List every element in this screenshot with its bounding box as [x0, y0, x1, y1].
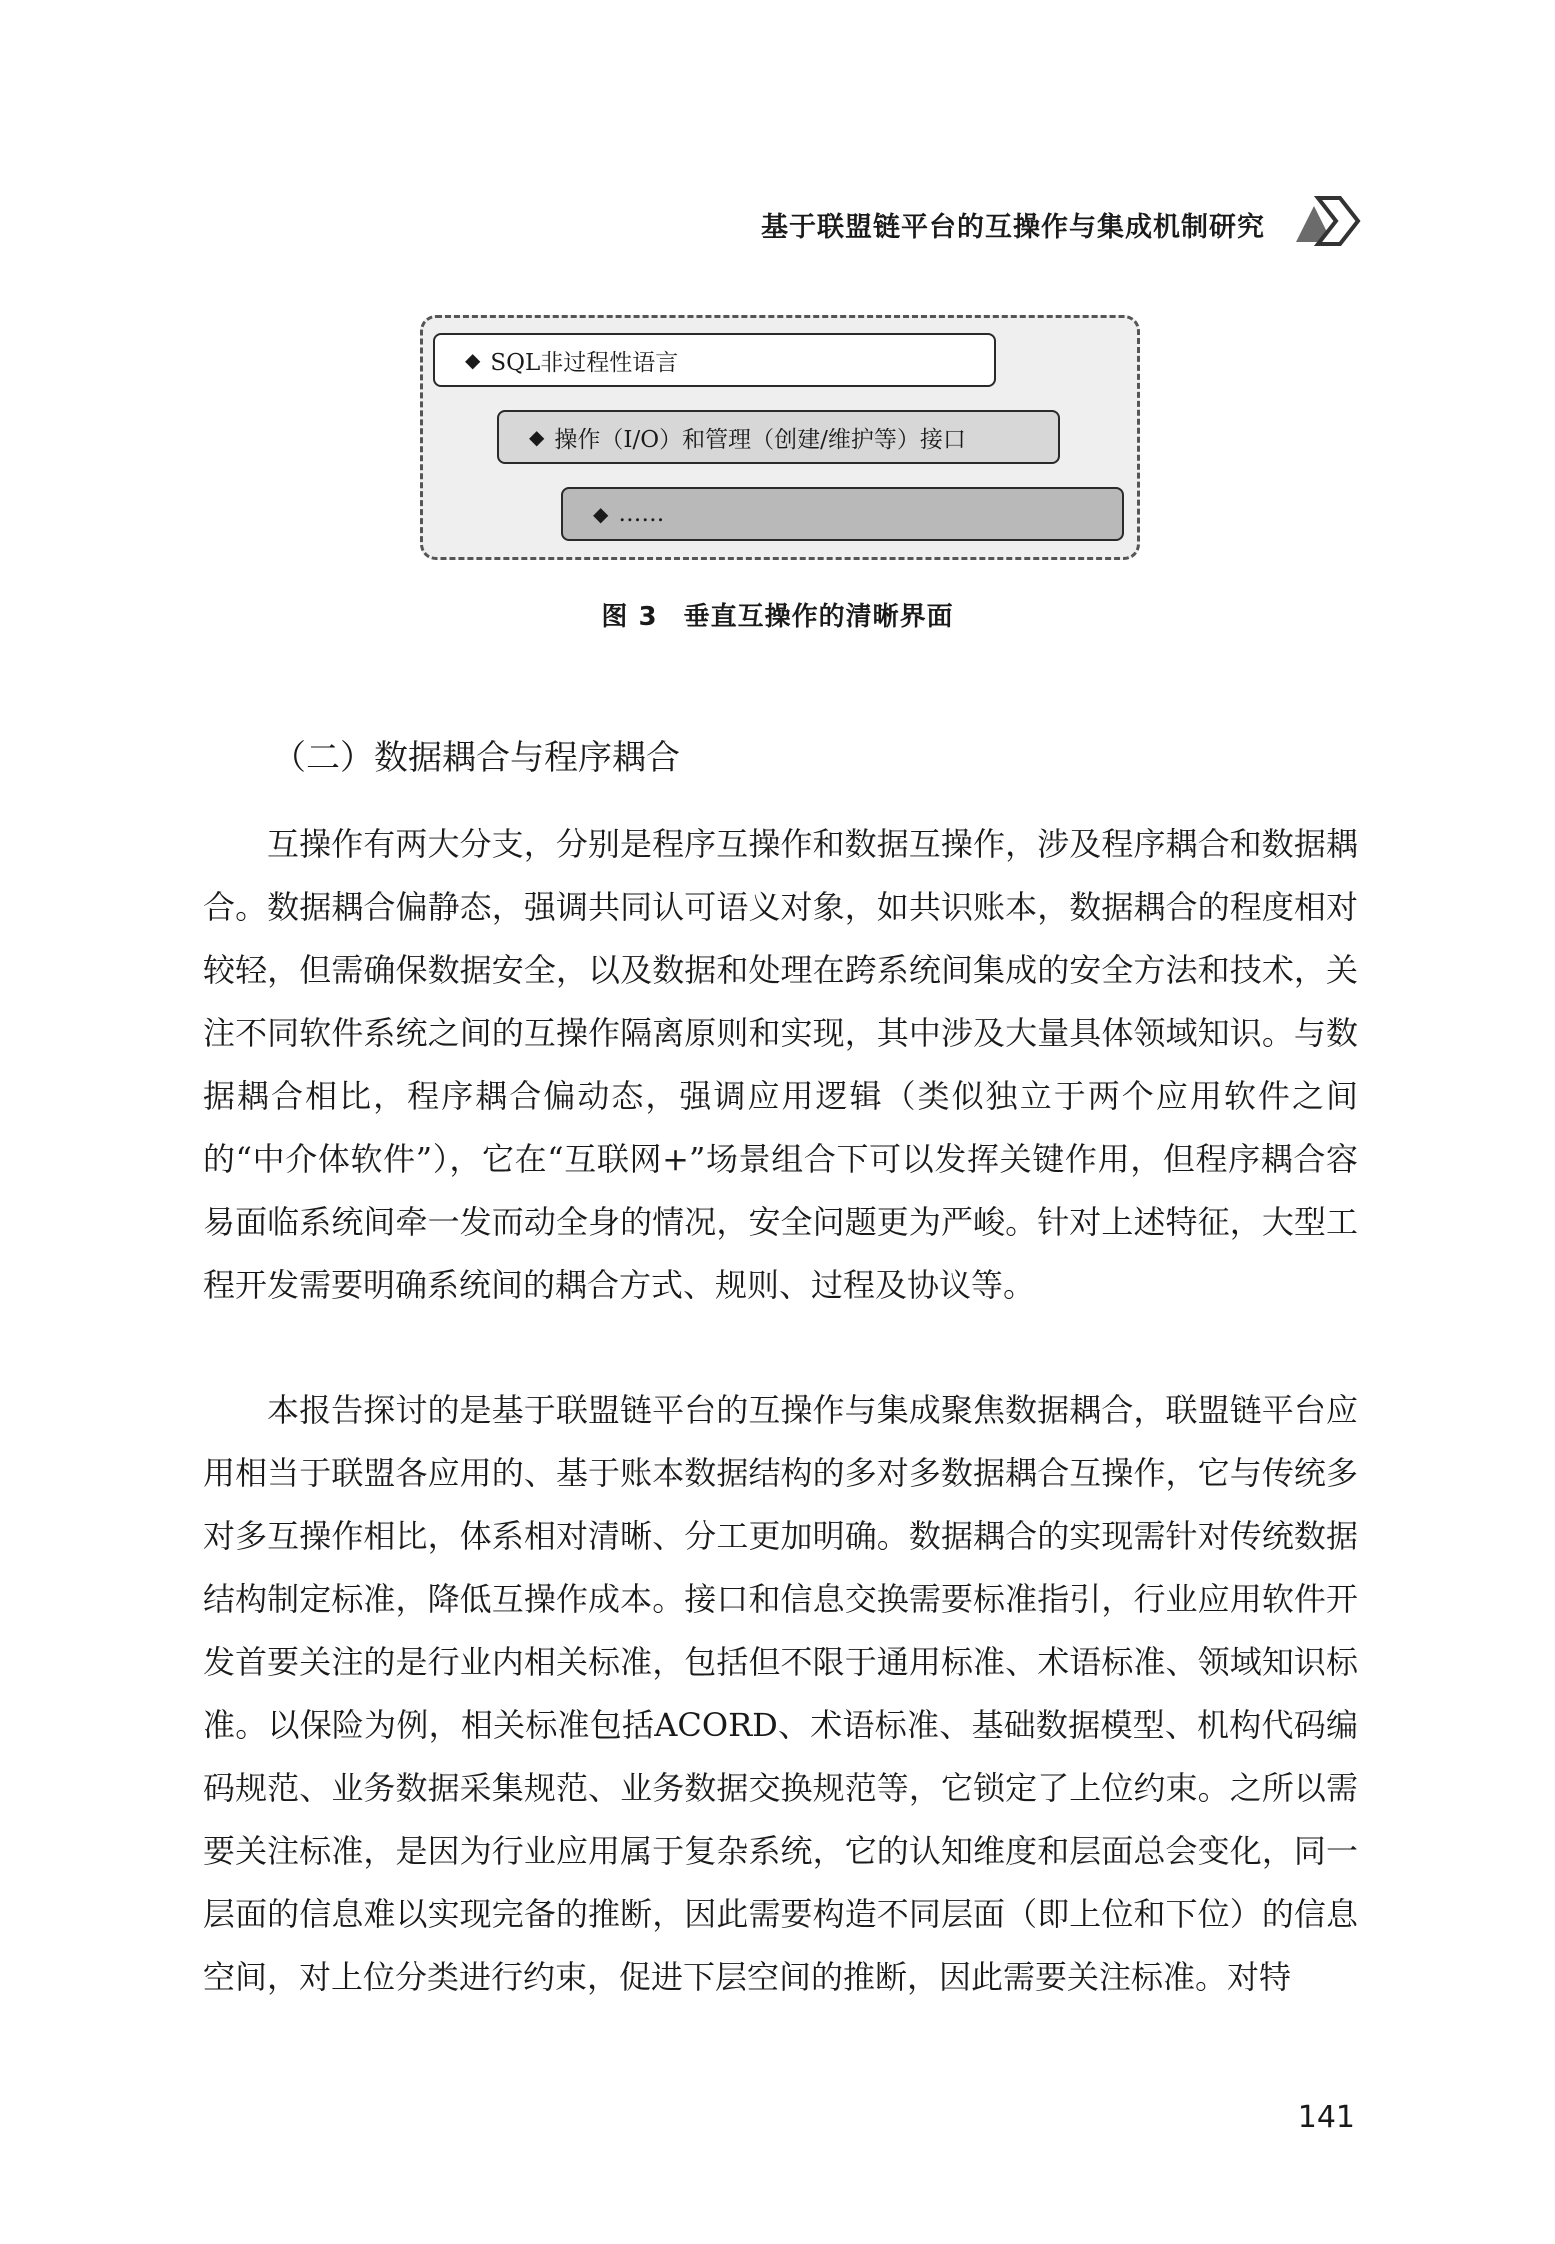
figure-caption-text: 垂直互操作的清晰界面: [683, 602, 954, 632]
chapter-arrow-icon: [1292, 192, 1362, 250]
figure-box-ellipsis: [561, 487, 1124, 541]
figure-number: 图 3: [601, 602, 658, 632]
diamond-bullet-icon: ◆: [465, 348, 481, 372]
figure-box-label: 操作（I/O）和管理（创建/维护等）接口: [554, 426, 966, 453]
page-number: 141: [1297, 2100, 1355, 2135]
body-paragraph: 互操作有两大分支，分别是程序互操作和数据互操作，涉及程序耦合和数据耦合。数据耦合偏静态，强调共同认可语义对象，如共识账本，数据耦合的程度相对较轻，但需确保数据安全，以及数据和处理在跨系统间集成的安全方法和技术，关注不同软件系统之间的互操作隔离原则和实现，其中涉及大量具体领域知识。与数据耦合相比，程序耦合偏动态，强调应用逻辑（类似独立于两个应用软件之间的“中介体软件”），它在“互联网+”场景组合下可以发挥关键作用，但程序耦合容易面临系统间牵一发而动全身的情况，安全问题更为严峻。针对上述特征，大型工程开发需要明确系统间的耦合方式、规则、过程及协议等。: [203, 825, 1358, 1304]
body-paragraph: 本报告探讨的是基于联盟链平台的互操作与集成聚焦数据耦合，联盟链平台应用相当于联盟各应用的、基于账本数据结构的多对多数据耦合互操作，它与传统多对多互操作相比，体系相对清晰、分工更加明确。数据耦合的实现需针对传统数据结构制定标准，降低互操作成本。接口和信息交换需要标准指引，行业应用软件开发首要关注的是行业内相关标准，包括但不限于通用标准、术语标准、领域知识标准。以保险为例，相关标准包括ACORD、术语标准、基础数据模型、机构代码编码规范、业务数据采集规范、业务数据交换规范等，它锁定了上位约束。之所以需要关注标准，是因为行业应用属于复杂系统，它的认知维度和层面总会变化，同一层面的信息难以实现完备的推断，因此需要构造不同层面（即上位和下位）的信息空间，对上位分类进行约束，促进下层空间的推断，因此需要关注标准。对特: [203, 1391, 1358, 1996]
figure-box-label: SQL非过程性语言: [490, 349, 679, 376]
diamond-bullet-icon: ◆: [593, 502, 609, 526]
figure-box-interface: [497, 410, 1060, 464]
figure-caption: [0, 596, 1555, 633]
section-heading: （二）数据耦合与程序耦合: [272, 738, 680, 778]
header-title: 基于联盟链平台的互操作与集成机制研究: [761, 212, 1265, 243]
diamond-bullet-icon: ◆: [529, 425, 545, 449]
figure-box-sql: [433, 333, 996, 387]
figure-box-label: ……: [618, 501, 665, 527]
